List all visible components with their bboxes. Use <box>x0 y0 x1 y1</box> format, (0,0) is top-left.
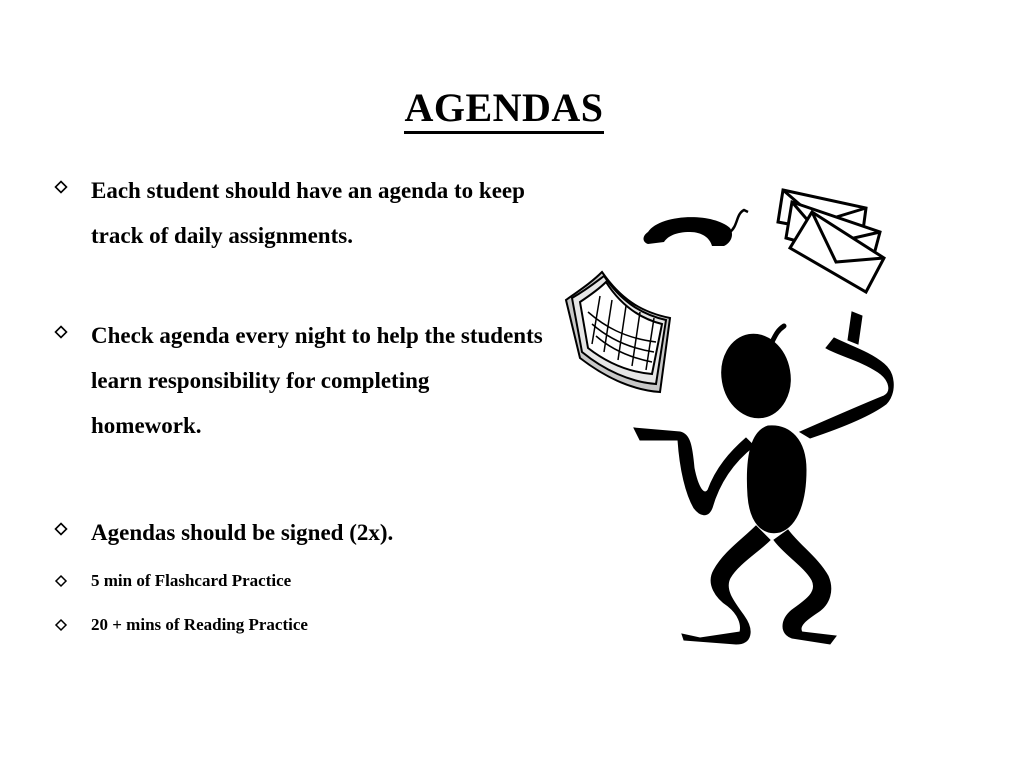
bullet-text: 5 min of Flashcard Practice <box>91 571 292 590</box>
keyboard-icon <box>566 272 670 392</box>
diamond-outline-icon <box>54 522 68 536</box>
bullet-item <box>54 614 544 636</box>
juggling-stick-figure-icon <box>555 180 900 650</box>
bullet-item <box>54 510 544 555</box>
diamond-outline-icon <box>54 325 68 339</box>
bullet-list <box>54 168 544 636</box>
bullet-item <box>54 313 544 448</box>
slide-title-text: AGENDAS <box>404 85 603 134</box>
envelopes-icon <box>778 190 884 292</box>
bullet-text: Agendas should be signed (2x). <box>91 520 394 545</box>
diamond-outline-icon <box>54 618 68 632</box>
bullet-text: Check agenda every night to help the students learn responsibility for completing homework. <box>91 323 543 438</box>
diamond-outline-icon <box>54 574 68 588</box>
bullet-text: 20 + mins of Reading Practice <box>91 615 308 634</box>
bullet-item <box>54 168 544 258</box>
diamond-outline-icon <box>54 180 68 194</box>
telephone-receiver-icon <box>644 210 749 246</box>
bullet-text: Each student should have an agenda to keep track of daily assignments. <box>91 178 525 248</box>
stick-figure <box>634 312 893 644</box>
bullet-item <box>54 570 544 592</box>
slide-title <box>0 84 1008 131</box>
